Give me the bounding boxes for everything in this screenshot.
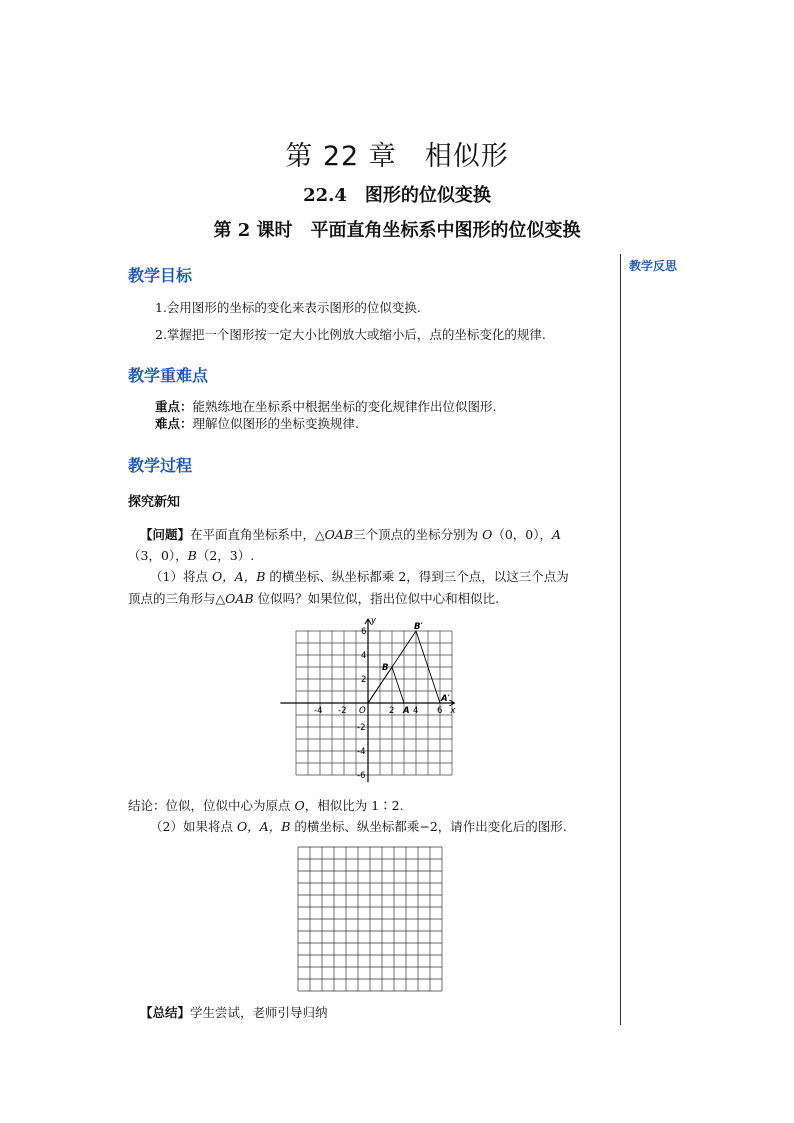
lesson-title: 第 2 课时 平面直角坐标系中图形的位似变换: [213, 220, 581, 241]
focus-text: 能熟练地在坐标系中根据坐标的变化规律作出位似图形.: [192, 399, 497, 414]
point-b-label: B: [382, 663, 389, 673]
reflection-label: 教学反思: [629, 259, 678, 273]
origin-label: O: [359, 706, 366, 716]
problem-line-2: [128, 547, 254, 565]
problem-text-1a: 在平面直角坐标系中，△: [190, 527, 325, 542]
conclusion-text-a: 结论：位似，位似中心为原点: [128, 798, 295, 813]
difficulty-text: 理解位似图形的坐标变换规律.: [192, 416, 359, 431]
process-subheading: 探究新知: [128, 495, 181, 510]
point-a-prime-label: A′: [441, 694, 450, 704]
q1-text-d: 位似吗？如果位似，指出位似中心和相似比.: [253, 591, 500, 606]
problem-text-1c: （0，0），: [492, 527, 552, 542]
problem-label: 【问题】: [140, 527, 191, 542]
figure-labels: [314, 616, 456, 781]
coordinate-figure-1: [280, 612, 460, 787]
process-heading: 教学过程: [128, 456, 193, 475]
problem-b: B: [187, 548, 197, 563]
key-points-heading: 教学重难点: [128, 366, 209, 385]
focus-line: [155, 398, 497, 416]
question-1-line-1: [150, 568, 569, 586]
q1-text-b: 的横坐标、纵坐标都乘 2，得到三个点，以这三个点为: [265, 569, 569, 584]
blank-grid-lines: [298, 847, 442, 991]
problem-oab: OAB: [324, 527, 354, 542]
question-1-line-2: [128, 590, 499, 608]
y-tick-label: -4: [357, 747, 366, 757]
summary-label: 【总结】: [140, 1005, 191, 1020]
y-axis-label: y: [371, 616, 377, 626]
section-title: 22.4 图形的位似变换: [303, 185, 491, 206]
conclusion-text-b: ，相似比为 1∶2.: [304, 798, 404, 813]
q1-oab: OAB: [225, 591, 254, 606]
x-tick-label: -4: [314, 706, 323, 716]
point-b-prime-label: B′: [414, 622, 423, 632]
q2-text-a: （2）如果将点: [150, 819, 237, 834]
problem-line-1: [140, 526, 561, 544]
q2-text-b: 的横坐标、纵坐标都乘−2，请作出变化后的图形.: [290, 819, 567, 834]
x-tick-label: 6: [437, 706, 443, 716]
summary-line: [140, 1004, 328, 1022]
y-tick-label: 2: [361, 675, 367, 685]
question-2-line: [150, 818, 567, 836]
x-axis-label: x: [450, 706, 456, 716]
x-tick-label: 4: [413, 706, 419, 716]
summary-text: 学生尝试，老师引导归纳: [190, 1005, 328, 1020]
difficulty-line: [155, 415, 359, 433]
focus-label: 重点：: [155, 399, 193, 414]
problem-o: O: [482, 527, 493, 542]
y-tick-label: -2: [357, 723, 366, 733]
point-a-label: A: [403, 706, 410, 716]
conclusion-line: [128, 797, 404, 815]
blank-grid-figure-2: [297, 846, 443, 992]
x-tick-label: 2: [389, 706, 395, 716]
problem-a: A: [552, 527, 562, 542]
objective-item-2: 2.掌握把一个图形按一定大小比例放大或缩小后，点的坐标变化的规律.: [155, 327, 546, 342]
q1-points: O，A，B: [211, 569, 266, 584]
difficulty-label: 难点：: [155, 416, 193, 431]
chapter-title: 第 22 章 相似形: [285, 141, 509, 172]
objectives-heading: 教学目标: [128, 266, 193, 285]
y-tick-label: -6: [357, 771, 366, 781]
problem-text-1b: 三个顶点的坐标分别为: [353, 527, 483, 542]
y-tick-label: 4: [361, 651, 367, 661]
q1-text-c: 顶点的三角形与△: [128, 591, 226, 606]
problem-text-2c: （2，3）.: [196, 548, 255, 563]
q2-points: O，A，B: [236, 819, 291, 834]
q1-text-a: （1）将点: [150, 569, 212, 584]
conclusion-o: O: [294, 798, 305, 813]
y-tick-label: 6: [361, 627, 367, 637]
sidebar-divider: [620, 254, 621, 1025]
objective-item-1: 1.会用图形的坐标的变化来表示图形的位似变换.: [155, 300, 421, 315]
problem-text-2a: （3，0），: [128, 548, 188, 563]
x-tick-label: -2: [338, 706, 347, 716]
